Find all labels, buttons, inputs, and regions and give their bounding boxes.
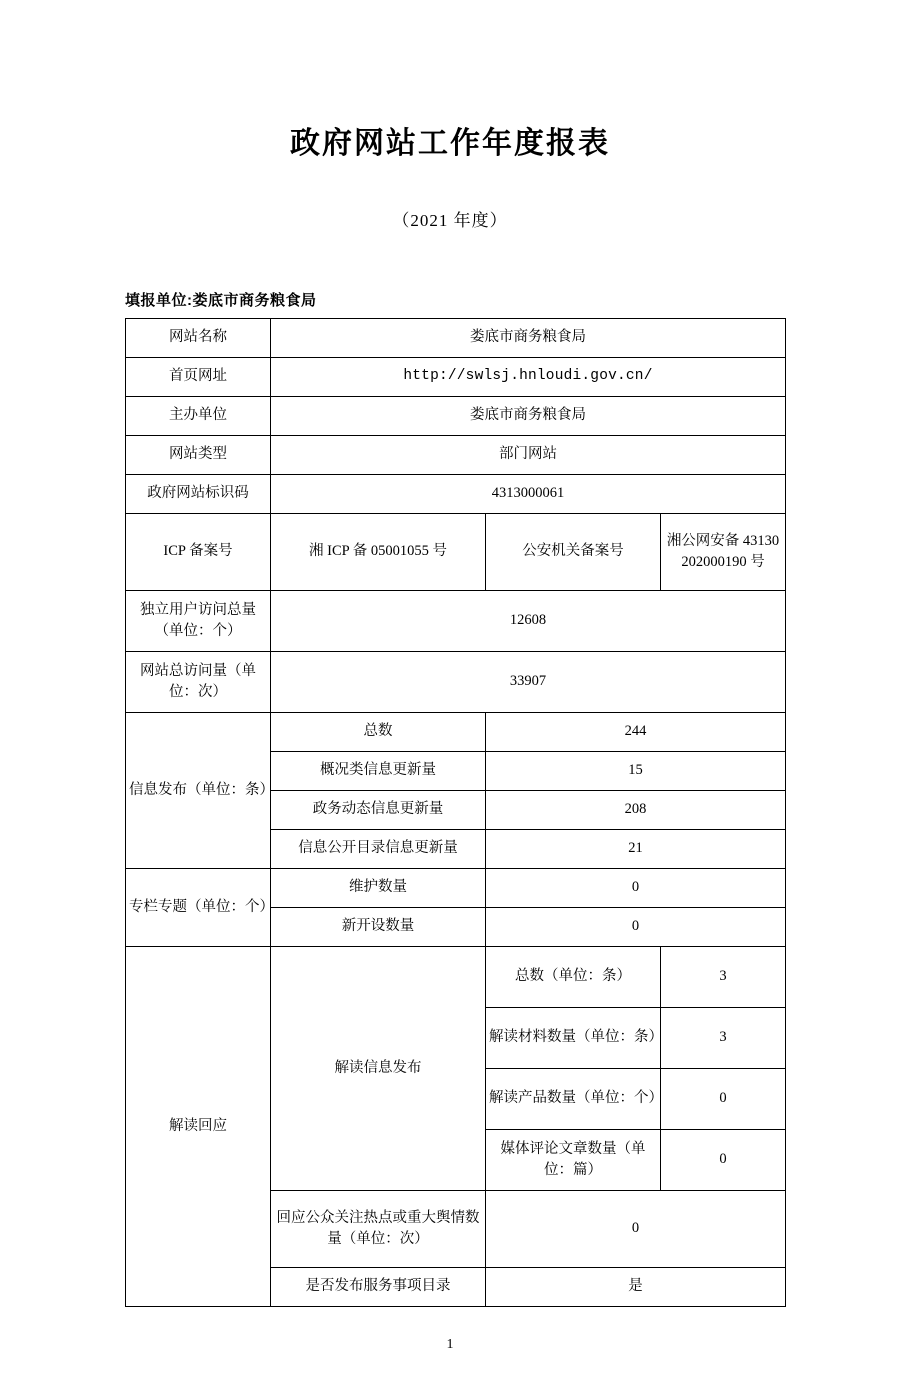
interpretation-item-value: 0 [661, 1069, 786, 1130]
sponsor-value: 娄底市商务粮食局 [271, 397, 786, 436]
homepage-label: 首页网址 [126, 358, 271, 397]
page-number: 1 [446, 1337, 454, 1352]
table-row [126, 869, 786, 908]
info-publish-item-value: 244 [486, 713, 786, 752]
table-row [126, 475, 786, 514]
column-topic-item-name: 新开设数量 [271, 908, 486, 947]
info-publish-item-value: 15 [486, 752, 786, 791]
table-row [126, 358, 786, 397]
filler-unit-label: 填报单位:娄底市商务粮食局 [125, 292, 317, 309]
column-topic-label: 专栏专题（单位：个） [126, 869, 271, 947]
table-row [126, 591, 786, 652]
total-visits-label: 网站总访问量（单位：次） [126, 652, 271, 713]
police-record-label: 公安机关备案号 [486, 514, 661, 591]
document-page [0, 118, 900, 1391]
interpretation-item-value: 0 [661, 1130, 786, 1191]
interpretation-item-name: 媒体评论文章数量（单位：篇） [486, 1130, 661, 1191]
table-row [126, 713, 786, 752]
table-row [126, 514, 786, 591]
column-topic-item-name: 维护数量 [271, 869, 486, 908]
gov-site-code-value: 4313000061 [271, 475, 786, 514]
icp-label: ICP 备案号 [126, 514, 271, 591]
page-title: 政府网站工作年度报表 [290, 127, 610, 160]
table-row [126, 947, 786, 1008]
sponsor-label: 主办单位 [126, 397, 271, 436]
homepage-value: http://swlsj.hnloudi.gov.cn/ [271, 358, 786, 397]
police-record-value: 湘公网安备 43130202000190 号 [661, 514, 786, 591]
total-visits-value: 33907 [271, 652, 786, 713]
unique-visitors-value: 12608 [271, 591, 786, 652]
annual-report-table [125, 318, 786, 1307]
info-publish-item-name: 总数 [271, 713, 486, 752]
site-type-value: 部门网站 [271, 436, 786, 475]
interpretation-label: 解读回应 [126, 947, 271, 1307]
site-type-label: 网站类型 [126, 436, 271, 475]
response-hotspot-label: 回应公众关注热点或重大舆情数量（单位：次） [271, 1191, 486, 1268]
site-name-label: 网站名称 [126, 319, 271, 358]
gov-site-code-label: 政府网站标识码 [126, 475, 271, 514]
info-publish-item-name: 政务动态信息更新量 [271, 791, 486, 830]
table-row [126, 652, 786, 713]
info-publish-item-value: 208 [486, 791, 786, 830]
service-catalog-value: 是 [486, 1268, 786, 1307]
column-topic-item-value: 0 [486, 908, 786, 947]
info-publish-label: 信息发布（单位：条） [126, 713, 271, 869]
interpretation-item-name: 解读产品数量（单位：个） [486, 1069, 661, 1130]
table-row [126, 436, 786, 475]
interpretation-item-name: 解读材料数量（单位：条） [486, 1008, 661, 1069]
interpretation-item-value: 3 [661, 1008, 786, 1069]
icp-value: 湘 ICP 备 05001055 号 [271, 514, 486, 591]
column-topic-item-value: 0 [486, 869, 786, 908]
unique-visitors-label: 独立用户访问总量（单位：个） [126, 591, 271, 652]
info-publish-item-name: 信息公开目录信息更新量 [271, 830, 486, 869]
page-subtitle: （2021 年度） [392, 211, 508, 230]
service-catalog-label: 是否发布服务事项目录 [271, 1268, 486, 1307]
interpretation-publish-label: 解读信息发布 [271, 947, 486, 1191]
interpretation-item-name: 总数（单位：条） [486, 947, 661, 1008]
table-row [126, 397, 786, 436]
info-publish-item-value: 21 [486, 830, 786, 869]
interpretation-item-value: 3 [661, 947, 786, 1008]
info-publish-item-name: 概况类信息更新量 [271, 752, 486, 791]
site-name-value: 娄底市商务粮食局 [271, 319, 786, 358]
response-hotspot-value: 0 [486, 1191, 786, 1268]
table-row [126, 319, 786, 358]
